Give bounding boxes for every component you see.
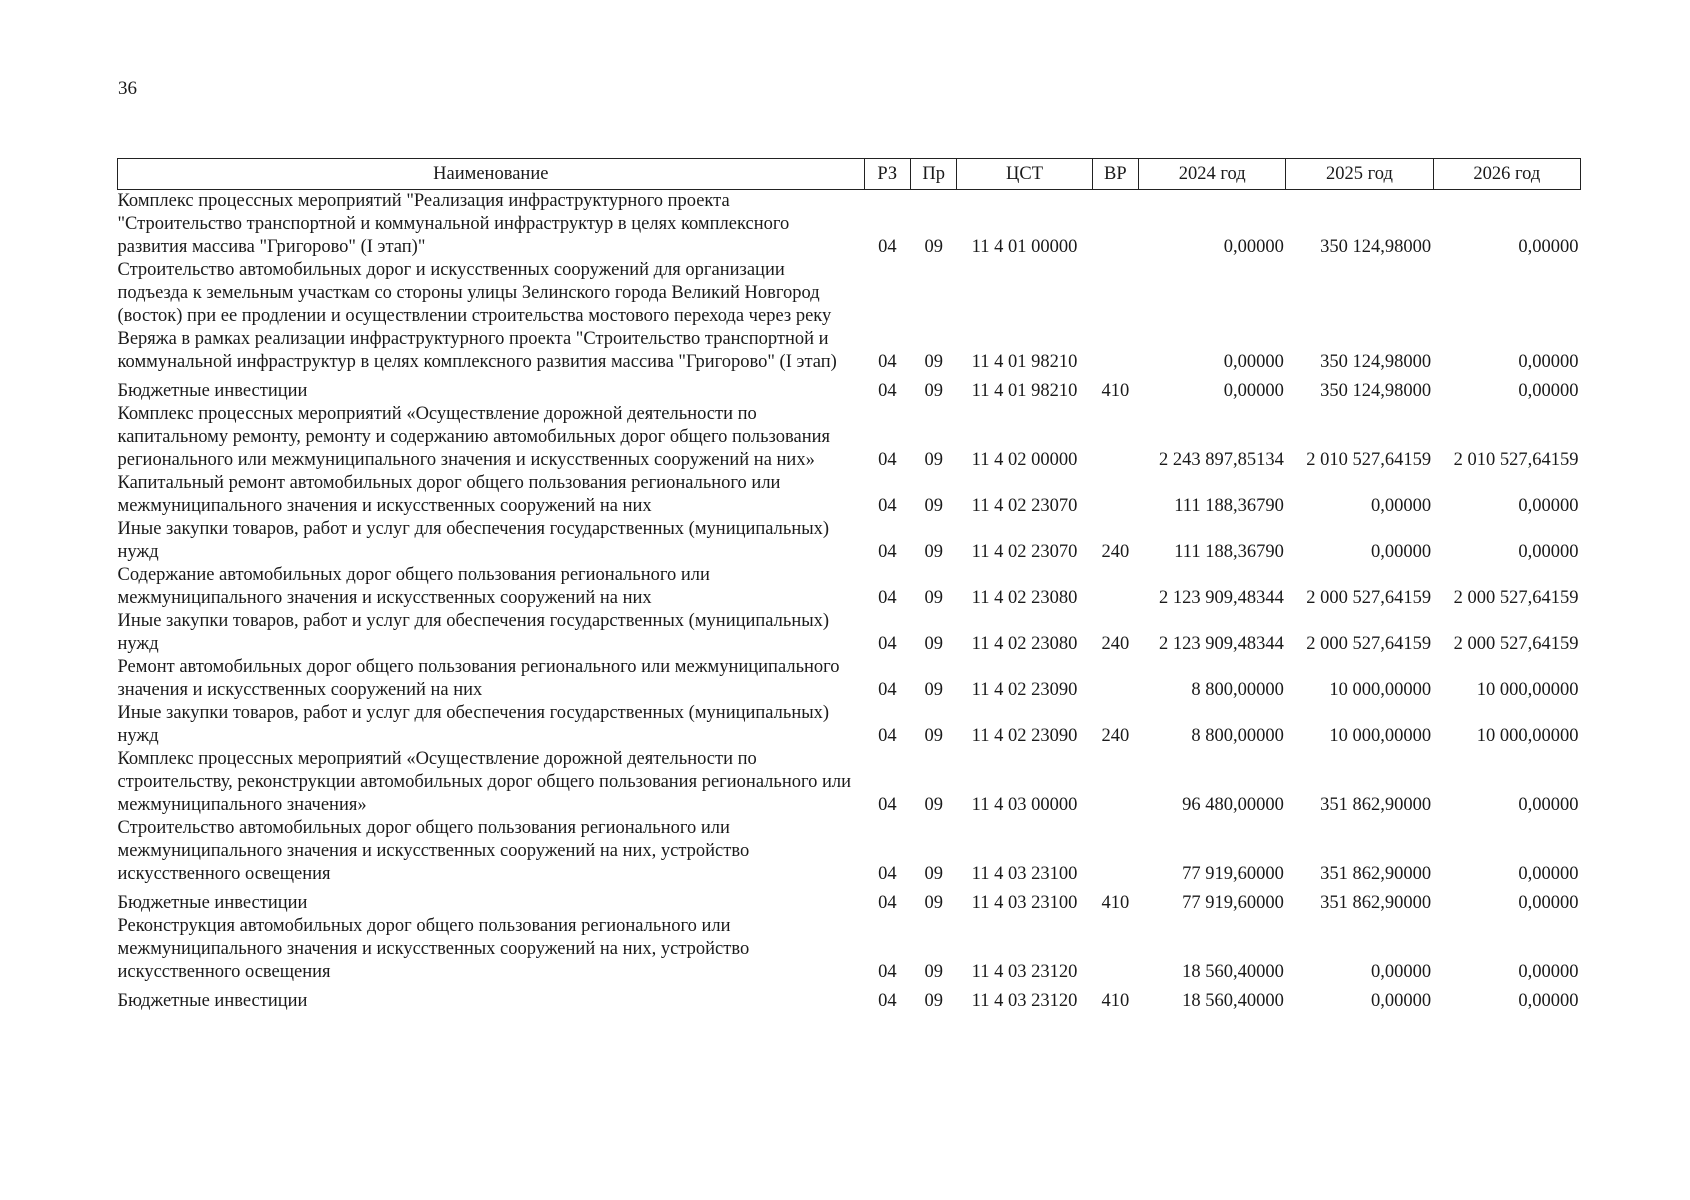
row-pr: 09	[924, 381, 943, 401]
row-pr: 09	[924, 352, 943, 372]
row-cst: 11 4 03 23120	[971, 962, 1078, 982]
row-2026: 0,00000	[1518, 381, 1579, 401]
row-2026: 0,00000	[1518, 237, 1579, 257]
row-2024: 0,00000	[1223, 237, 1284, 257]
table-row	[118, 915, 1581, 984]
budget-table	[117, 158, 1581, 1013]
row-rz: 04	[878, 634, 897, 654]
row-cst: 11 4 01 98210	[971, 352, 1078, 372]
header-2026: 2026 год	[1433, 159, 1580, 190]
row-2024: 77 919,60000	[1182, 893, 1284, 913]
header-2025: 2025 год	[1286, 159, 1433, 190]
row-2025: 350 124,98000	[1320, 237, 1432, 257]
row-name: Иные закупки товаров, работ и услуг для обеспечения государственных (муниципальных) нужд	[117, 611, 830, 654]
row-cst: 11 4 03 23100	[971, 864, 1078, 884]
row-pr: 09	[924, 962, 943, 982]
row-rz: 04	[878, 795, 897, 815]
row-rz: 04	[878, 352, 897, 372]
table-row	[118, 748, 1581, 817]
row-rz: 04	[878, 726, 897, 746]
row-2026: 0,00000	[1518, 496, 1579, 516]
row-vr	[1092, 748, 1138, 817]
row-name: Бюджетные инвестиции	[117, 893, 308, 913]
table-row	[118, 817, 1581, 886]
row-2025: 0,00000	[1371, 991, 1432, 1011]
row-2025: 2 000 527,64159	[1306, 634, 1432, 654]
row-pr: 09	[924, 795, 943, 815]
table-row	[118, 190, 1581, 260]
row-cst: 11 4 02 00000	[971, 450, 1078, 470]
row-vr: 240	[1101, 634, 1130, 654]
row-2026: 2 000 527,64159	[1453, 588, 1579, 608]
row-pr: 09	[924, 634, 943, 654]
row-2025: 351 862,90000	[1320, 893, 1432, 913]
header-vr: ВР	[1092, 159, 1138, 190]
row-pr: 09	[924, 588, 943, 608]
row-rz: 04	[878, 450, 897, 470]
row-vr	[1092, 564, 1138, 610]
row-vr	[1092, 190, 1138, 260]
row-2025: 2 000 527,64159	[1306, 588, 1432, 608]
row-rz: 04	[878, 588, 897, 608]
table-row	[118, 518, 1581, 564]
row-cst: 11 4 02 23080	[971, 634, 1078, 654]
row-2025: 350 124,98000	[1320, 381, 1432, 401]
row-cst: 11 4 03 23120	[971, 991, 1078, 1011]
row-rz: 04	[878, 381, 897, 401]
header-2024: 2024 год	[1139, 159, 1286, 190]
row-2024: 111 188,36790	[1174, 496, 1284, 516]
row-pr: 09	[924, 450, 943, 470]
row-rz: 04	[878, 237, 897, 257]
row-2025: 2 010 527,64159	[1306, 450, 1432, 470]
row-cst: 11 4 01 98210	[971, 381, 1078, 401]
row-pr: 09	[924, 680, 943, 700]
row-name: Бюджетные инвестиции	[117, 381, 308, 401]
row-name: Строительство автомобильных дорог общего пользования регионального или межмуниципального значения и искусственных сооружений на них, устройство искусственного освещения	[117, 818, 750, 884]
row-2024: 96 480,00000	[1182, 795, 1284, 815]
row-2026: 0,00000	[1518, 893, 1579, 913]
row-2025: 0,00000	[1371, 962, 1432, 982]
table-row	[118, 472, 1581, 518]
page-number: 36	[118, 78, 137, 99]
header-pr: Пр	[911, 159, 957, 190]
row-vr: 410	[1101, 991, 1130, 1011]
row-name: Ремонт автомобильных дорог общего пользования регионального или межмуниципального значения и искусственных сооружений на них	[117, 657, 840, 700]
row-cst: 11 4 01 00000	[971, 237, 1078, 257]
row-rz: 04	[878, 893, 897, 913]
row-vr	[1092, 472, 1138, 518]
row-vr: 240	[1101, 542, 1130, 562]
row-cst: 11 4 03 00000	[971, 795, 1078, 815]
row-2026: 0,00000	[1518, 795, 1579, 815]
row-2026: 0,00000	[1518, 864, 1579, 884]
row-2025: 350 124,98000	[1320, 352, 1432, 372]
row-cst: 11 4 02 23070	[971, 542, 1078, 562]
table-row	[118, 564, 1581, 610]
row-2024: 0,00000	[1223, 352, 1284, 372]
row-pr: 09	[924, 893, 943, 913]
table-row	[118, 610, 1581, 656]
row-2025: 10 000,00000	[1329, 680, 1432, 700]
table-row	[118, 259, 1581, 374]
row-vr	[1092, 259, 1138, 374]
table-row	[118, 403, 1581, 472]
row-2025: 351 862,90000	[1320, 795, 1432, 815]
row-cst: 11 4 03 23100	[971, 893, 1078, 913]
header-rz: РЗ	[864, 159, 910, 190]
row-2026: 2 010 527,64159	[1453, 450, 1579, 470]
row-name: Иные закупки товаров, работ и услуг для обеспечения государственных (муниципальных) нужд	[117, 519, 830, 562]
row-2026: 10 000,00000	[1476, 726, 1579, 746]
row-2025: 10 000,00000	[1329, 726, 1432, 746]
row-vr: 240	[1101, 726, 1130, 746]
row-vr	[1092, 403, 1138, 472]
row-name: Комплекс процессных мероприятий "Реализация инфраструктурного проекта "Строительство транспортной и коммунальной инфраструктур в целях комплексного развития массива "Григорово" (I этап)"	[117, 191, 790, 257]
row-name: Содержание автомобильных дорог общего пользования регионального или межмуниципального значения и искусственных сооружений на них	[117, 565, 710, 608]
row-2024: 18 560,40000	[1182, 962, 1284, 982]
row-pr: 09	[924, 864, 943, 884]
row-rz: 04	[878, 496, 897, 516]
header-cst: ЦСТ	[957, 159, 1092, 190]
row-2026: 0,00000	[1518, 352, 1579, 372]
row-2026: 0,00000	[1518, 962, 1579, 982]
row-2026: 10 000,00000	[1476, 680, 1579, 700]
row-rz: 04	[878, 864, 897, 884]
row-name: Комплекс процессных мероприятий «Осуществление дорожной деятельности по строительству, реконструкции автомобильных дорог общего пользования регионального или межмуниципального значения»	[117, 749, 852, 815]
row-name: Капитальный ремонт автомобильных дорог общего пользования регионального или межмуниципального значения и искусственных сооружений на них	[117, 473, 781, 516]
table-body	[118, 190, 1581, 1014]
row-pr: 09	[924, 726, 943, 746]
table-row	[118, 374, 1581, 403]
row-2024: 111 188,36790	[1174, 542, 1284, 562]
row-cst: 11 4 02 23090	[971, 726, 1078, 746]
row-cst: 11 4 02 23070	[971, 496, 1078, 516]
row-name: Реконструкция автомобильных дорог общего пользования регионального или межмуниципального значения и искусственных сооружений на них, устройство искусственного освещения	[117, 916, 750, 982]
row-2024: 2 243 897,85134	[1158, 450, 1284, 470]
table-row	[118, 656, 1581, 702]
row-vr	[1092, 915, 1138, 984]
row-cst: 11 4 02 23090	[971, 680, 1078, 700]
row-2024: 8 800,00000	[1191, 680, 1284, 700]
table-header	[118, 159, 1581, 190]
row-rz: 04	[878, 991, 897, 1011]
row-name: Комплекс процессных мероприятий «Осуществление дорожной деятельности по капитальному ремонту, ремонту и содержанию автомобильных дорог общего пользования регионального или межмуниципального значения и искусственных сооружений на них»	[117, 404, 831, 470]
row-2024: 8 800,00000	[1191, 726, 1284, 746]
row-2024: 0,00000	[1223, 381, 1284, 401]
row-rz: 04	[878, 962, 897, 982]
row-rz: 04	[878, 542, 897, 562]
row-2024: 18 560,40000	[1182, 991, 1284, 1011]
row-name: Бюджетные инвестиции	[117, 991, 308, 1011]
row-pr: 09	[924, 237, 943, 257]
row-2025: 351 862,90000	[1320, 864, 1432, 884]
row-vr: 410	[1101, 893, 1130, 913]
row-name: Иные закупки товаров, работ и услуг для обеспечения государственных (муниципальных) нужд	[117, 703, 830, 746]
row-pr: 09	[924, 496, 943, 516]
row-2025: 0,00000	[1371, 542, 1432, 562]
row-name: Строительство автомобильных дорог и искусственных сооружений для организации подъезда к земельным участкам со стороны улицы Зелинского города Великий Новгород (восток) при ее продлении и осуществлении строительства мостового перехода через реку Веряжа в рамках реализации инфраструктурного проекта "Строительство транспортной и коммунальной инфраструктур в целях комплексного развития массива "Григорово" (I этап)	[117, 260, 837, 372]
table-row	[118, 984, 1581, 1013]
row-pr: 09	[924, 991, 943, 1011]
row-vr	[1092, 817, 1138, 886]
table-row	[118, 702, 1581, 748]
row-2026: 0,00000	[1518, 542, 1579, 562]
row-vr	[1092, 656, 1138, 702]
row-2025: 0,00000	[1371, 496, 1432, 516]
row-2026: 2 000 527,64159	[1453, 634, 1579, 654]
row-vr: 410	[1101, 381, 1130, 401]
row-2026: 0,00000	[1518, 991, 1579, 1011]
row-cst: 11 4 02 23080	[971, 588, 1078, 608]
row-2024: 77 919,60000	[1182, 864, 1284, 884]
row-2024: 2 123 909,48344	[1158, 588, 1284, 608]
table-row	[118, 886, 1581, 915]
row-rz: 04	[878, 680, 897, 700]
row-pr: 09	[924, 542, 943, 562]
row-2024: 2 123 909,48344	[1158, 634, 1284, 654]
header-name: Наименование	[118, 159, 865, 190]
